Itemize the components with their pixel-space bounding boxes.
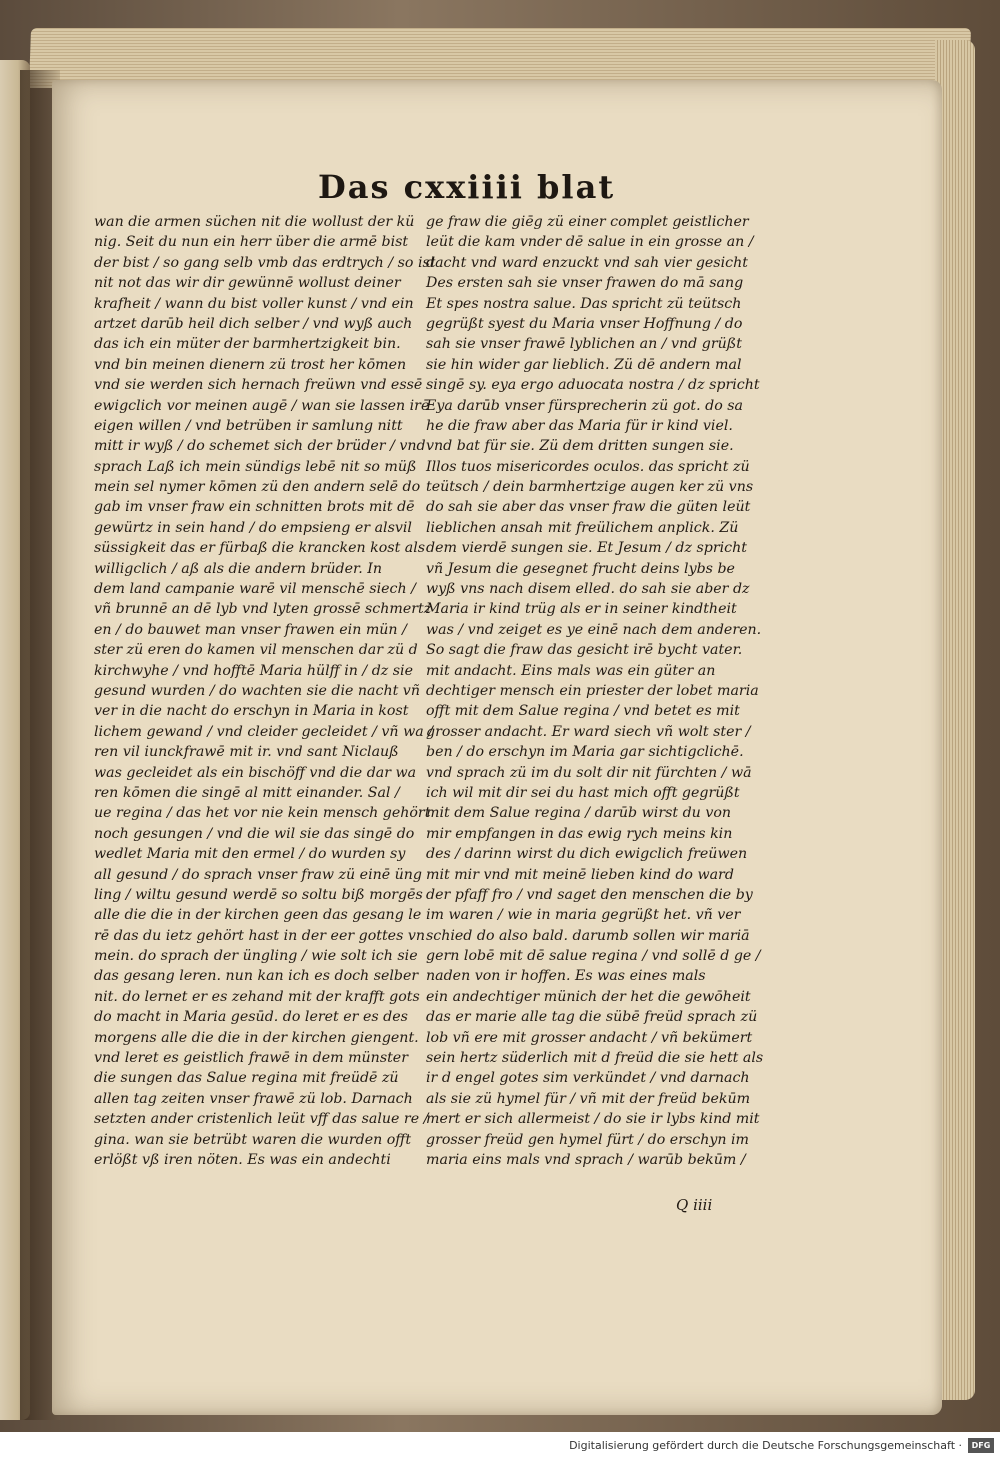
text-line: vñ brunnē an dē lyb vnd lyten grossē schmertz xyxy=(94,601,432,618)
text-line: ling / wiltu gesund werdē so soltu biß morgēs xyxy=(94,886,423,903)
text-line: gern lobē mit dē salue regina / vnd sollē d ge / xyxy=(426,948,761,965)
text-line: mir empfangen in das ewig rych meins kin xyxy=(426,825,733,842)
text-line: mit andacht. Eins mals was ein güter an xyxy=(426,662,716,679)
text-line: So sagt die fraw das gesicht irē bycht vater. xyxy=(426,642,743,659)
text-line: ver in die nacht do erschyn in Maria in kost xyxy=(94,703,409,720)
text-line: dacht vnd ward enzuckt vnd sah vier gesicht xyxy=(426,254,748,271)
text-line: sprach Laß ich mein sündigs lebē nit so müß xyxy=(94,458,417,475)
text-line: ren vil iunckfrawē mit ir. vnd sant Niclauß xyxy=(94,744,399,761)
text-line: kirchwyhe / vnd hofftē Maria hülff in / dz sie xyxy=(94,662,413,679)
text-line: Et spes nostra salue. Das spricht zü teütsch xyxy=(426,295,742,312)
left-text-column xyxy=(94,212,436,1170)
funding-note: Digitalisierung gefördert durch die Deutsche Forschungsgemeinschaft · xyxy=(569,1439,962,1452)
text-line: mein sel nymer kōmen zü den andern selē do xyxy=(94,479,421,496)
text-line: das ich ein müter der barmhertzigkeit bin. xyxy=(94,336,401,353)
text-line: vnd leret es geistlich frawē in dem münster xyxy=(94,1050,408,1067)
text-line: teütsch / dein barmhertzige augen ker zü vns xyxy=(426,479,754,496)
text-line: nit. do lernet er es zehand mit der krafft gots xyxy=(94,988,420,1005)
text-line: sein hertz süderlich mit d freüd die sie hett als xyxy=(426,1050,764,1067)
text-line: wan die armen süchen nit die wollust der kü xyxy=(94,214,415,230)
text-line: im waren / wie in maria gegrüßt het. vñ ver xyxy=(426,907,741,924)
text-line: ewigclich vor meinen augē / wan sie lassen irē xyxy=(94,397,430,414)
text-line: lieblichen ansah mit freülichem anplick. Zü xyxy=(426,519,739,536)
text-line: ich wil mit dir sei du hast mich offt gegrüßt xyxy=(426,784,740,801)
text-line: das gesang leren. nun kan ich es doch selber xyxy=(94,968,419,985)
text-line: ster zü eren do kamen vil menschen dar zü d xyxy=(94,642,418,659)
text-line: dem land campanie warē vil menschē siech / xyxy=(94,581,416,598)
book-top-edge xyxy=(29,28,971,88)
text-line: vnd bat für sie. Zü dem dritten sungen sie. xyxy=(426,438,734,455)
text-line: sah sie vnser frawē lyblichen an / vnd grüßt xyxy=(426,336,742,353)
text-line: der pfaff fro / vnd saget den menschen die by xyxy=(426,886,753,903)
text-line: eigen willen / vnd betrüben ir samlung nitt xyxy=(94,417,403,434)
text-line: was / vnd zeiget es ye einē nach dem anderen. xyxy=(426,621,762,638)
text-line: nig. Seit du nun ein herr über die armē bist xyxy=(94,234,409,251)
text-line: mit mir vnd mit meinē lieben kind do ward xyxy=(426,866,734,883)
text-line: artzet darūb heil dich selber / vnd wyß auch xyxy=(94,315,413,332)
page-heading: Das cxxiiii blat xyxy=(318,168,616,206)
text-line: mit dem Salue regina / darūb wirst du von xyxy=(426,805,732,822)
text-line: was gecleidet als ein bischöff vnd die dar wa xyxy=(94,764,417,781)
text-line: nit not das wir dir gewünnē wollust deiner xyxy=(94,275,401,292)
text-line: Eya darūb vnser fürsprecherin zü got. do sa xyxy=(426,397,744,414)
text-line: do macht in Maria gesūd. do leret er es des xyxy=(94,1009,408,1026)
footer-bar xyxy=(0,1432,1000,1460)
text-line: noch gesungen / vnd die wil sie das singē do xyxy=(94,825,415,842)
text-line: ue regina / das het vor nie kein mensch gehört xyxy=(94,805,431,822)
text-line: der bist / so gang selb vmb das erdtrych / so ist xyxy=(94,254,436,271)
right-text-column xyxy=(426,212,764,1170)
text-line: leüt die kam vnder dē salue in ein grosse an / xyxy=(426,234,754,251)
text-line: krafheit / wann du bist voller kunst / vnd ein xyxy=(94,295,414,312)
text-line: vnd sie werden sich hernach freüwn vnd essē xyxy=(94,377,423,394)
signature-mark: Q iiii xyxy=(676,1196,713,1214)
text-line: mert er sich allermeist / do sie ir lybs kind mit xyxy=(426,1111,760,1128)
text-line: als sie zü hymel für / vñ mit der freüd bekūm xyxy=(426,1090,751,1107)
text-line: sie hin wider gar lieblich. Zü dē andern mal xyxy=(426,356,742,373)
text-line: willigclich / aß als die andern brüder. In xyxy=(94,560,383,577)
text-line: Des ersten sah sie vnser frawen do mā sang xyxy=(426,275,744,292)
text-line: ren kōmen die singē al mitt einander. Sal / xyxy=(94,784,400,801)
text-line: ein andechtiger münich der het die gewōheit xyxy=(426,988,751,1005)
text-line: en / do bauwet man vnser frawen ein mün / xyxy=(94,621,407,638)
text-line: grosser andacht. Er ward siech vñ wolt ster / xyxy=(426,723,751,740)
text-line: dechtiger mensch ein priester der lobet maria xyxy=(426,682,759,699)
text-line: schied do also bald. darumb sollen wir mariā xyxy=(426,927,750,944)
text-line: Illos tuos misericordes oculos. das spricht zü xyxy=(426,458,750,475)
text-line: he die fraw aber das Maria für ir kind viel. xyxy=(426,417,733,434)
text-line: vnd sprach zü im du solt dir nit fürchten / wā xyxy=(426,764,752,781)
text-line: setzten ander cristenlich leüt vff das salue re / xyxy=(94,1111,429,1128)
text-line: das er marie alle tag die sübē freüd sprach zü xyxy=(426,1009,758,1026)
text-line: süssigkeit das er fürbaß die krancken kost als xyxy=(94,540,426,557)
text-line: gewürtz in sein hand / do empsieng er alsvil xyxy=(94,519,412,536)
text-line: offt mit dem Salue regina / vnd betet es mit xyxy=(426,703,740,720)
text-line: des / darinn wirst du dich ewigclich freüwen xyxy=(426,846,748,863)
text-line: erlößt vß iren nöten. Es was ein andechti xyxy=(94,1151,391,1168)
text-line: lichem gewand / vnd cleider gecleidet / vñ wa / xyxy=(94,723,433,740)
text-line: wedlet Maria mit den ermel / do wurden sy xyxy=(94,846,406,863)
text-line: Maria ir kind trüg als er in seiner kindtheit xyxy=(426,601,737,618)
text-line: mein. do sprach der üngling / wie solt ich sie xyxy=(94,948,418,965)
text-line: die sungen das Salue regina mit freüdē zü xyxy=(94,1070,399,1087)
text-line: gesund wurden / do wachten sie die nacht vñ xyxy=(94,682,420,699)
text-line: alle die die in der kirchen geen das gesang le xyxy=(94,907,422,924)
text-line: ben / do erschyn im Maria gar sichtigclichē. xyxy=(426,744,744,761)
text-line: gab im vnser fraw ein schnitten brots mit dē xyxy=(94,499,415,516)
text-line: morgens alle die die in der kirchen giengent. xyxy=(94,1029,419,1046)
text-line: grosser freüd gen hymel fürt / do erschyn im xyxy=(426,1131,749,1148)
text-line: mitt ir wyß / do schemet sich der brüder / vnd xyxy=(94,438,426,455)
text-line: ir d engel gotes sim verkündet / vnd darnach xyxy=(426,1070,750,1087)
text-line: allen tag zeiten vnser frawē zü lob. Darnach xyxy=(94,1090,413,1107)
text-line: do sah sie aber das vnser fraw die güten leüt xyxy=(426,499,751,516)
text-line: ge fraw die giēg zü einer complet geistlicher xyxy=(426,214,749,230)
text-line: gegrüßt syest du Maria vnser Hoffnung / do xyxy=(426,315,743,332)
text-line: wyß vns nach disem elled. do sah sie aber dz xyxy=(426,581,750,598)
text-line: vñ Jesum die gesegnet frucht deins lybs be xyxy=(426,560,735,577)
text-line: lob vñ ere mit grosser andacht / vñ bekümert xyxy=(426,1029,753,1046)
text-line: all gesund / do sprach vnser fraw zü einē üng xyxy=(94,866,423,883)
text-line: vnd bin meinen dienern zü trost her kōmen xyxy=(94,356,407,373)
text-line: dem vierdē sungen sie. Et Jesum / dz spricht xyxy=(426,540,747,557)
text-line: singē sy. eya ergo aduocata nostra / dz spricht xyxy=(426,377,760,394)
text-line: rē das du ietz gehört hast in der eer gottes vn xyxy=(94,927,426,944)
dfg-logo: DFG xyxy=(968,1438,994,1453)
text-line: maria eins mals vnd sprach / warūb bekūm / xyxy=(426,1151,746,1168)
text-line: naden von ir hoffen. Es was eines mals xyxy=(426,968,706,985)
text-line: gina. wan sie betrübt waren die wurden offt xyxy=(94,1131,412,1148)
